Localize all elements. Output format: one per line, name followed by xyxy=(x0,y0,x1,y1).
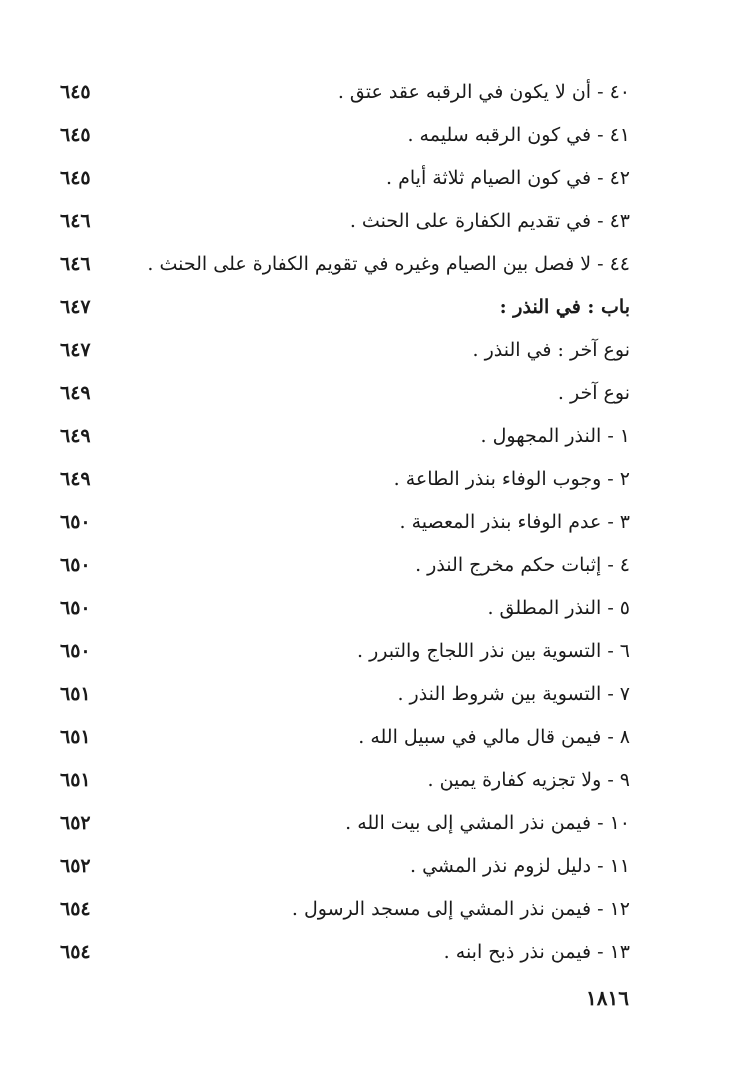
toc-entry-page-number: ٦٤٥ xyxy=(60,81,91,103)
toc-entry xyxy=(60,158,630,198)
toc-entry-page-number: ٦٥٠ xyxy=(60,511,91,533)
toc-entry xyxy=(60,416,630,456)
toc-entry xyxy=(60,287,630,327)
toc-entry-page-number: ٦٥٠ xyxy=(60,597,91,619)
toc-entry xyxy=(60,674,630,714)
toc-entry xyxy=(60,717,630,757)
toc-entry-title: ٤ - إثبات حكم مخرج النذر . xyxy=(415,554,630,576)
toc-entry xyxy=(60,244,630,284)
toc-entry-title: نوع آخر . xyxy=(557,382,630,404)
toc-entry-page-number: ٦٤٩ xyxy=(60,425,91,447)
toc-entry-title: ١٢ - فيمن نذر المشي إلى مسجد الرسول . xyxy=(291,898,630,920)
toc-entry-title: ٩ - ولا تجزيه كفارة يمين . xyxy=(427,769,630,791)
toc-entry-title: ١٣ - فيمن نذر ذبح ابنه . xyxy=(443,941,630,963)
toc-entry-page-number: ٦٥١ xyxy=(60,726,91,748)
toc-entry xyxy=(60,115,630,155)
toc-entry-page-number: ٦٤٦ xyxy=(60,210,91,232)
toc-entry-page-number: ٦٤٧ xyxy=(60,339,91,361)
toc-entry-title: ١٠ - فيمن نذر المشي إلى بيت الله . xyxy=(345,812,630,834)
toc-entry xyxy=(60,330,630,370)
toc-entry-page-number: ٦٥١ xyxy=(60,683,91,705)
toc-entry xyxy=(60,545,630,585)
page-number: ١٨١٦ xyxy=(586,986,629,1010)
toc-entry-page-number: ٦٤٩ xyxy=(60,468,91,490)
toc-entry xyxy=(60,373,630,413)
toc-entry-title: ١ - النذر المجهول . xyxy=(480,425,630,447)
toc-entry-title: نوع آخر : في النذر . xyxy=(472,339,630,361)
toc-entry-page-number: ٦٥٢ xyxy=(60,812,91,834)
toc-entry-title: ٢ - وجوب الوفاء بنذر الطاعة . xyxy=(393,468,630,490)
toc-entry-title: ٥ - النذر المطلق . xyxy=(487,597,630,619)
toc-entry xyxy=(60,846,630,886)
chapter-heading: باب : في النذر : xyxy=(499,296,630,318)
toc-entry xyxy=(60,760,630,800)
toc-entry-title: ٤٤ - لا فصل بين الصيام وغيره في تقويم الكفارة على الحنث . xyxy=(147,253,630,275)
toc-entry-page-number: ٦٤٥ xyxy=(60,124,91,146)
toc-entry-title: ٤٢ - في كون الصيام ثلاثة أيام . xyxy=(386,167,630,189)
toc-entry xyxy=(60,803,630,843)
toc-entry-page-number: ٦٥٤ xyxy=(60,941,91,963)
toc-entry-title: ٤١ - في كون الرقبه سليمه . xyxy=(407,124,630,146)
toc-entry-title: ٤٠ - أن لا يكون في الرقبه عقد عتق . xyxy=(337,81,630,103)
toc-entry xyxy=(60,588,630,628)
toc-entry xyxy=(60,502,630,542)
toc-entry-page-number: ٦٥٠ xyxy=(60,640,91,662)
toc-entry xyxy=(60,889,630,929)
toc-entry-page-number: ٦٤٩ xyxy=(60,382,91,404)
toc-entry xyxy=(60,631,630,671)
toc-entry-page-number: ٦٥٠ xyxy=(60,554,91,576)
toc-entry-title: ٣ - عدم الوفاء بنذر المعصية . xyxy=(399,511,630,533)
toc-entry-title: ١١ - دليل لزوم نذر المشي . xyxy=(410,855,630,877)
toc-entry-title: ٤٣ - في تقديم الكفارة على الحنث . xyxy=(349,210,630,232)
toc-entry-page-number: ٦٥١ xyxy=(60,769,91,791)
toc-entry xyxy=(60,72,630,112)
toc-entry-page-number: ٦٤٧ xyxy=(60,296,91,318)
toc-entry-page-number: ٦٤٦ xyxy=(60,253,91,275)
toc-entry-page-number: ٦٥٤ xyxy=(60,898,91,920)
toc-entry xyxy=(60,201,630,241)
toc-entry-title: ٨ - فيمن قال مالي في سبيل الله . xyxy=(358,726,630,748)
toc-entry-title: ٦ - التسوية بين نذر اللجاج والتبرر . xyxy=(357,640,630,662)
toc-entry xyxy=(60,459,630,499)
toc-entry-page-number: ٦٥٢ xyxy=(60,855,91,877)
toc-entry-title: ٧ - التسوية بين شروط النذر . xyxy=(397,683,630,705)
toc-entry-page-number: ٦٤٥ xyxy=(60,167,91,189)
toc-entry xyxy=(60,932,630,972)
